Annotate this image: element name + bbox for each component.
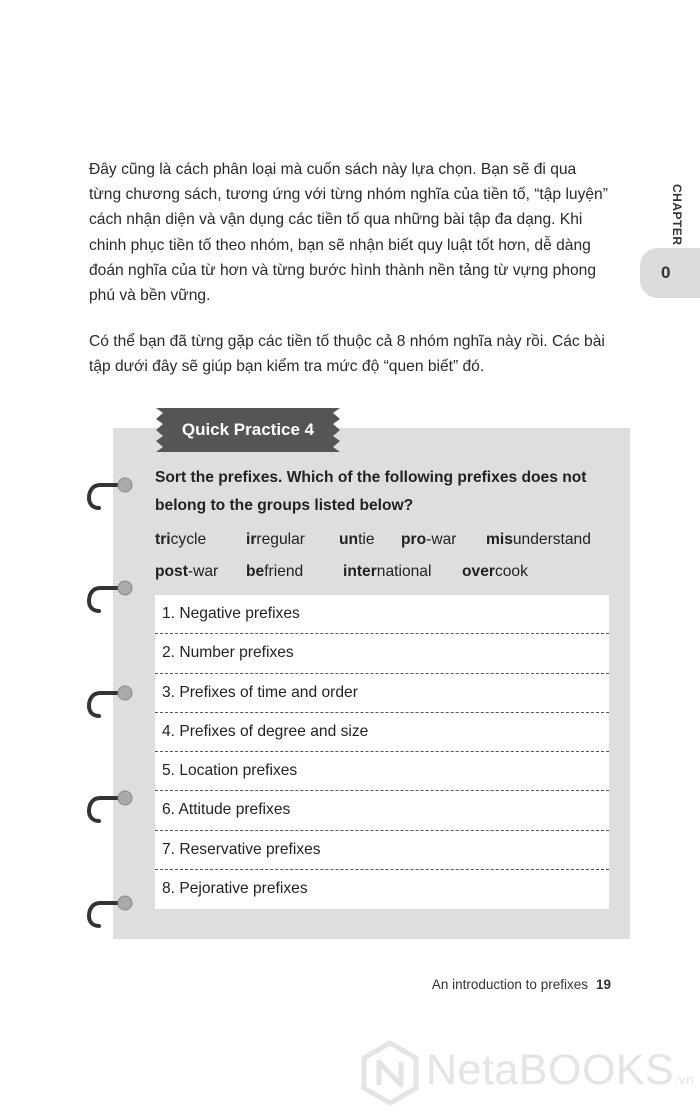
prefix-word-row-2 (155, 563, 611, 587)
ring-icon (84, 783, 140, 823)
intro-paragraph-2: Có thể bạn đã từng gặp các tiền tố thuộc cả 8 nhóm nghĩa này rồi. Các bài tập dưới đây sẽ giúp bạn kiểm tra mức độ “quen biết” đó. (89, 333, 605, 376)
prefix-word: befriend (246, 563, 304, 580)
intro-text (89, 157, 609, 401)
watermark (360, 1040, 695, 1110)
watermark-logo-icon (360, 1040, 420, 1106)
prefix-word: misunderstand (486, 531, 591, 548)
category-row: 5. Location prefixes (155, 752, 609, 791)
ring-icon (84, 470, 140, 510)
chapter-label: CHAPTER (670, 184, 684, 246)
prefix-word-row-1 (155, 531, 611, 555)
prefix-word: international (343, 563, 432, 580)
page-number: 19 (595, 977, 611, 992)
chapter-number: 0 (640, 248, 700, 298)
category-row: 1. Negative prefixes (155, 595, 609, 634)
ring-icon (84, 573, 140, 613)
exercise-instruction: Sort the prefixes. Which of the following prefixes does not belong to the groups listed below? (155, 469, 587, 514)
ring-icon (84, 888, 140, 928)
chapter-tab (640, 180, 700, 300)
footer-title: An introduction to prefixes (431, 977, 588, 992)
ring-icon (84, 678, 140, 718)
intro-paragraph-1: Đây cũng là cách phân loại mà cuốn sách này lựa chọn. Bạn sẽ đi qua từng chương sách, tương ứng với từng nhóm nghĩa của tiền tố, “tập luyện” cách nhận diện và vận dụng các tiền tố qua những bài tập đa dạng. Khi chinh phục tiền tố theo nhóm, bạn sẽ nhận biết quy luật tốt hơn, dễ dàng đoán nghĩa của từ hơn và từng bước hình thành nền tảng từ vựng phong phú và bền vững. (89, 161, 608, 305)
prefix-word: post-war (155, 563, 219, 580)
category-row: 4. Prefixes of degree and size (155, 713, 609, 752)
binder-rings (84, 470, 144, 930)
category-row: 7. Reservative prefixes (155, 831, 609, 870)
prefix-word: irregular (246, 531, 305, 548)
page-footer (400, 977, 611, 992)
prefix-category-list (155, 595, 609, 909)
prefix-word: overcook (462, 563, 528, 580)
practice-title: Quick Practice 4 (181, 420, 315, 439)
category-row: 2. Number prefixes (155, 634, 609, 673)
prefix-word: untie (339, 531, 375, 548)
category-row: 3. Prefixes of time and order (155, 674, 609, 713)
watermark-text: NetaBOOKS.vn (426, 1046, 695, 1094)
prefix-word: pro-war (401, 531, 457, 548)
practice-badge (156, 408, 340, 452)
category-row: 8. Pejorative prefixes (162, 880, 308, 898)
category-row: 6. Attitude prefixes (155, 791, 609, 830)
prefix-word: tricycle (155, 531, 207, 548)
